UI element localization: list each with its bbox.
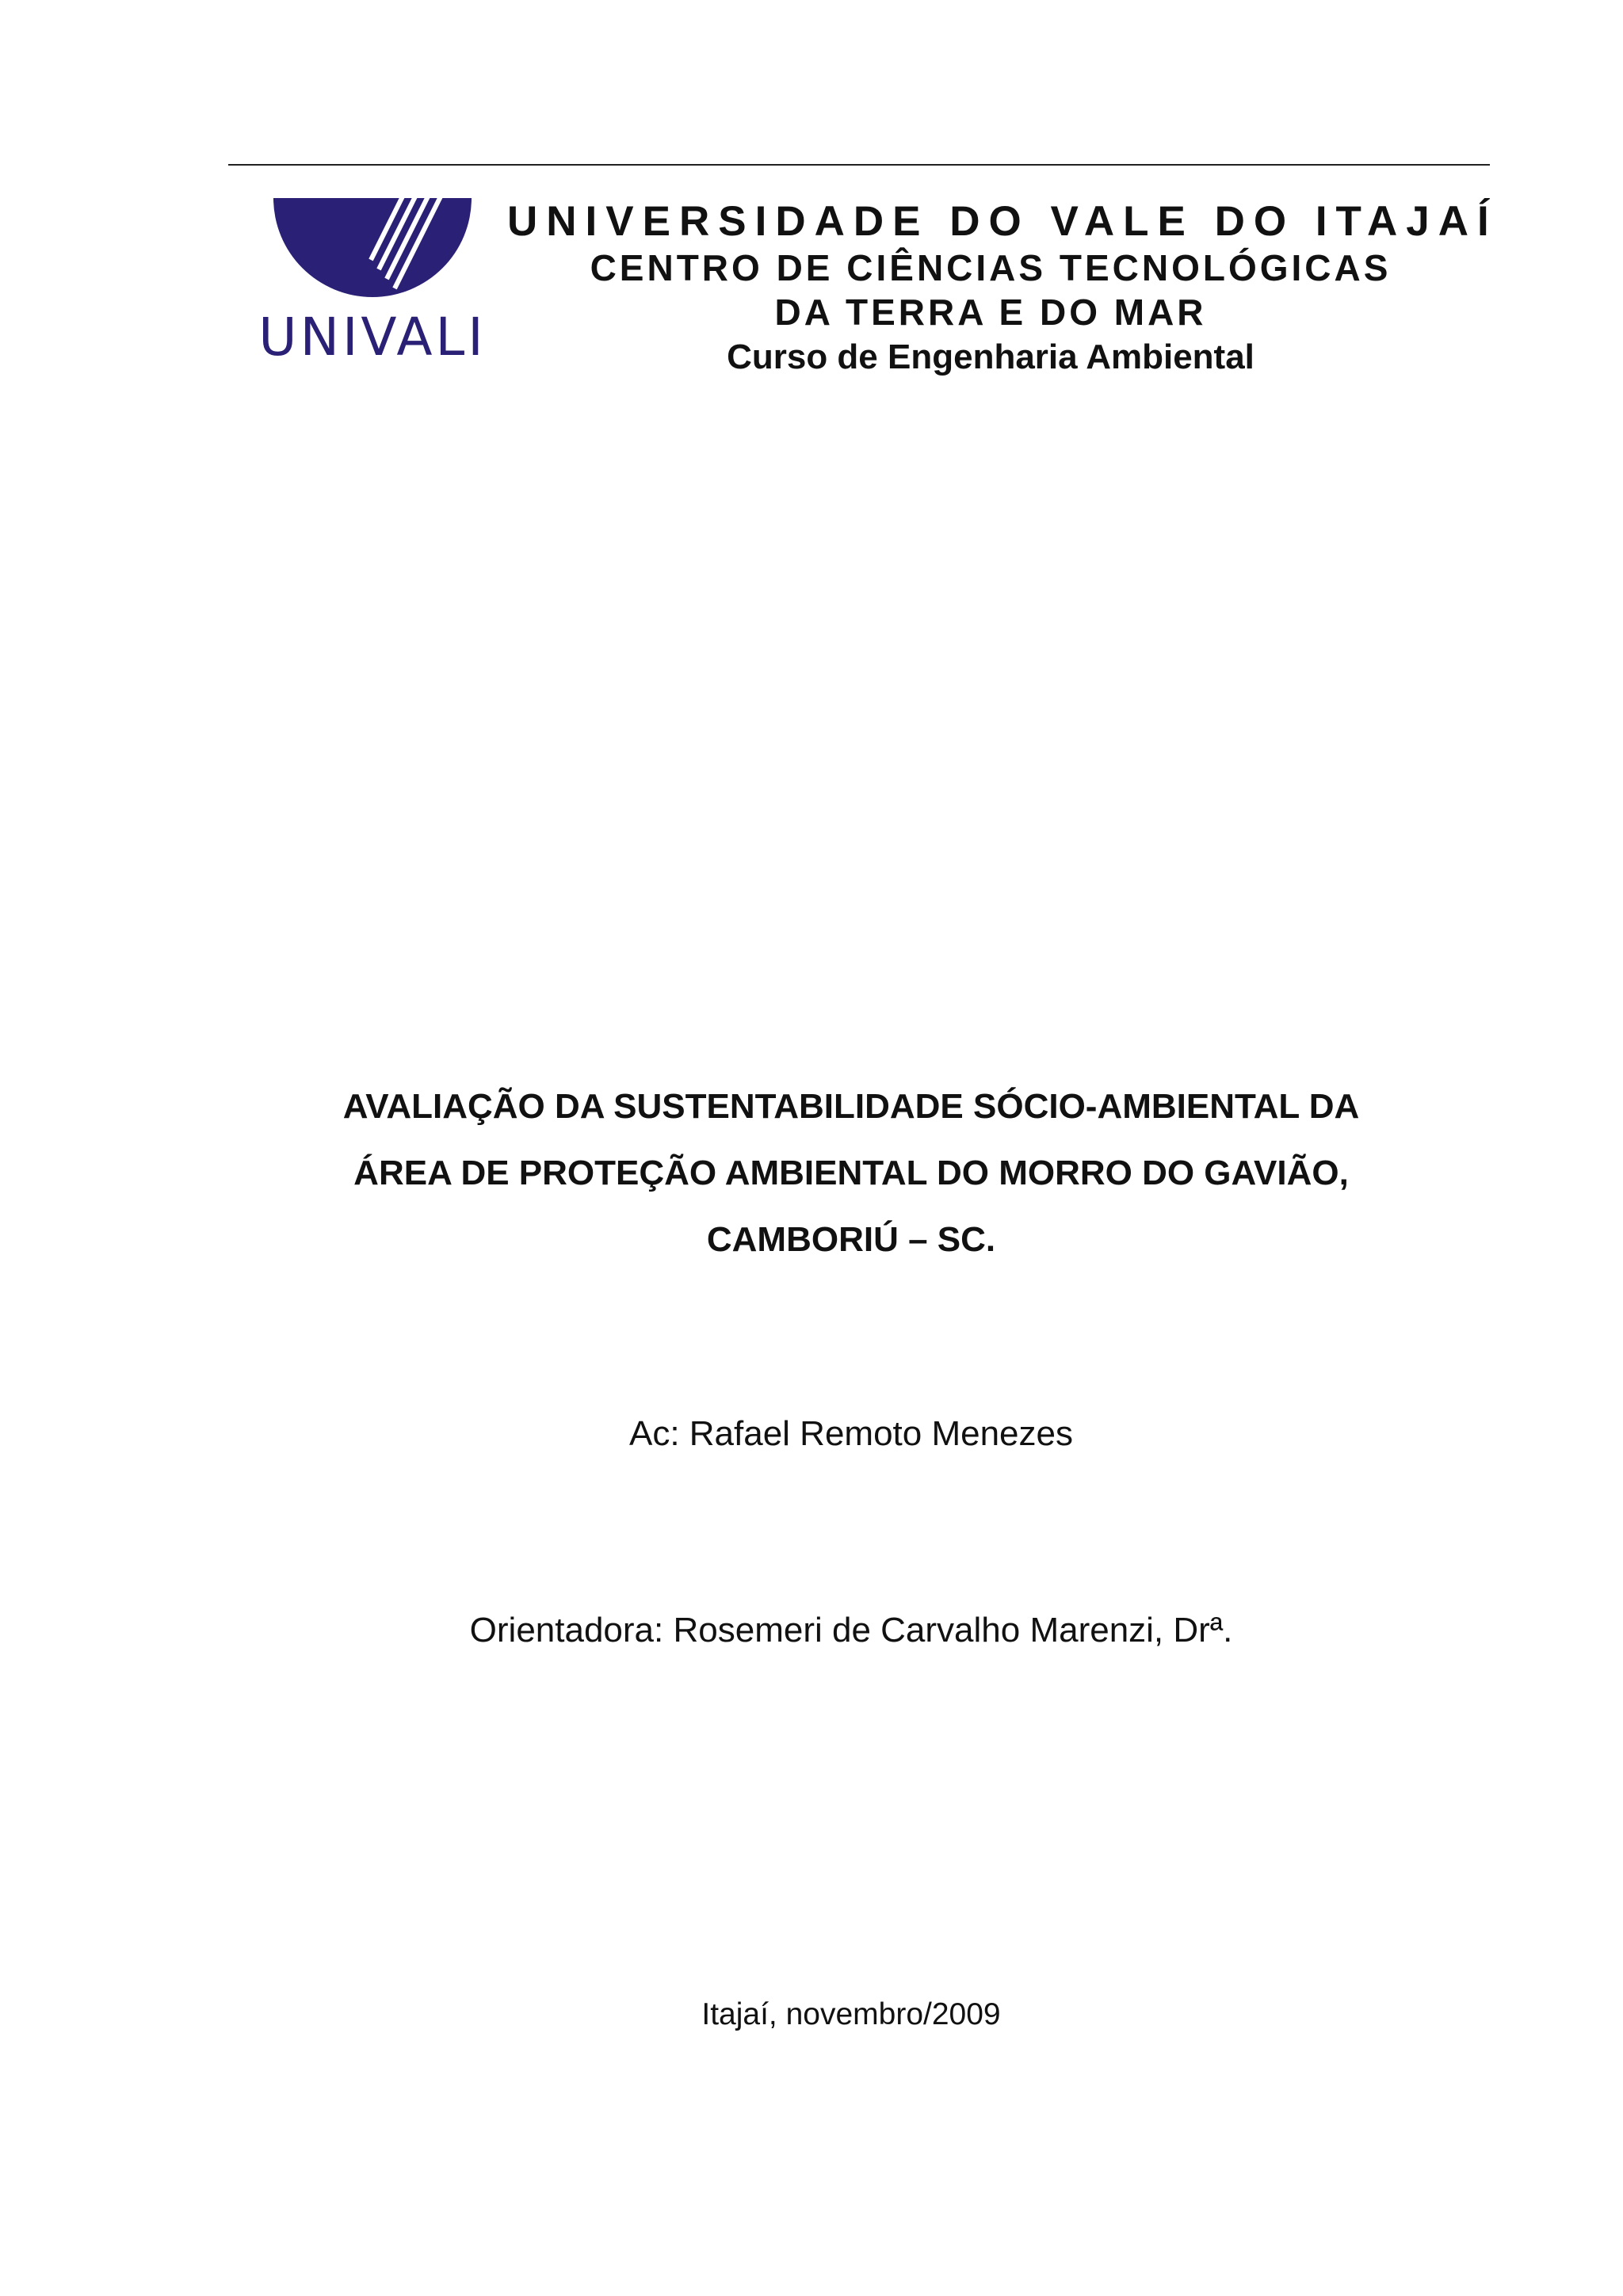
- title-line-2: ÁREA DE PROTEÇÃO AMBIENTAL DO MORRO DO GAVIÃO,: [353, 1154, 1349, 1192]
- author-line: Ac: Rafael Remoto Menezes: [628, 1414, 1074, 1453]
- logo-wordmark: UNIVALI: [258, 307, 487, 368]
- univali-emblem-icon: [254, 196, 491, 307]
- place-date-line: Itajaí, novembro/2009: [701, 1997, 1001, 2031]
- univali-logo: [254, 196, 491, 371]
- title-line-1: AVALIAÇÃO DA SUSTENTABILIDADE SÓCIO-AMBIENTAL DA: [342, 1087, 1360, 1126]
- course-name: Curso de Engenharia Ambiental: [727, 338, 1254, 376]
- university-name: UNIVERSIDADE DO VALE DO ITAJAÍ: [507, 198, 1498, 245]
- institution-header: [507, 198, 1498, 380]
- title-line-3: CAMBORIÚ – SC.: [706, 1220, 996, 1259]
- advisor-line: Orientadora: Rosemeri de Carvalho Marenzi, Drª.: [469, 1611, 1233, 1650]
- center-name-line1: CENTRO DE CIÊNCIAS TECNOLÓGICAS: [590, 247, 1392, 288]
- header-rule: [228, 164, 1490, 166]
- document-title: [190, 1074, 1512, 1273]
- center-name-line2: DA TERRA E DO MAR: [774, 292, 1207, 333]
